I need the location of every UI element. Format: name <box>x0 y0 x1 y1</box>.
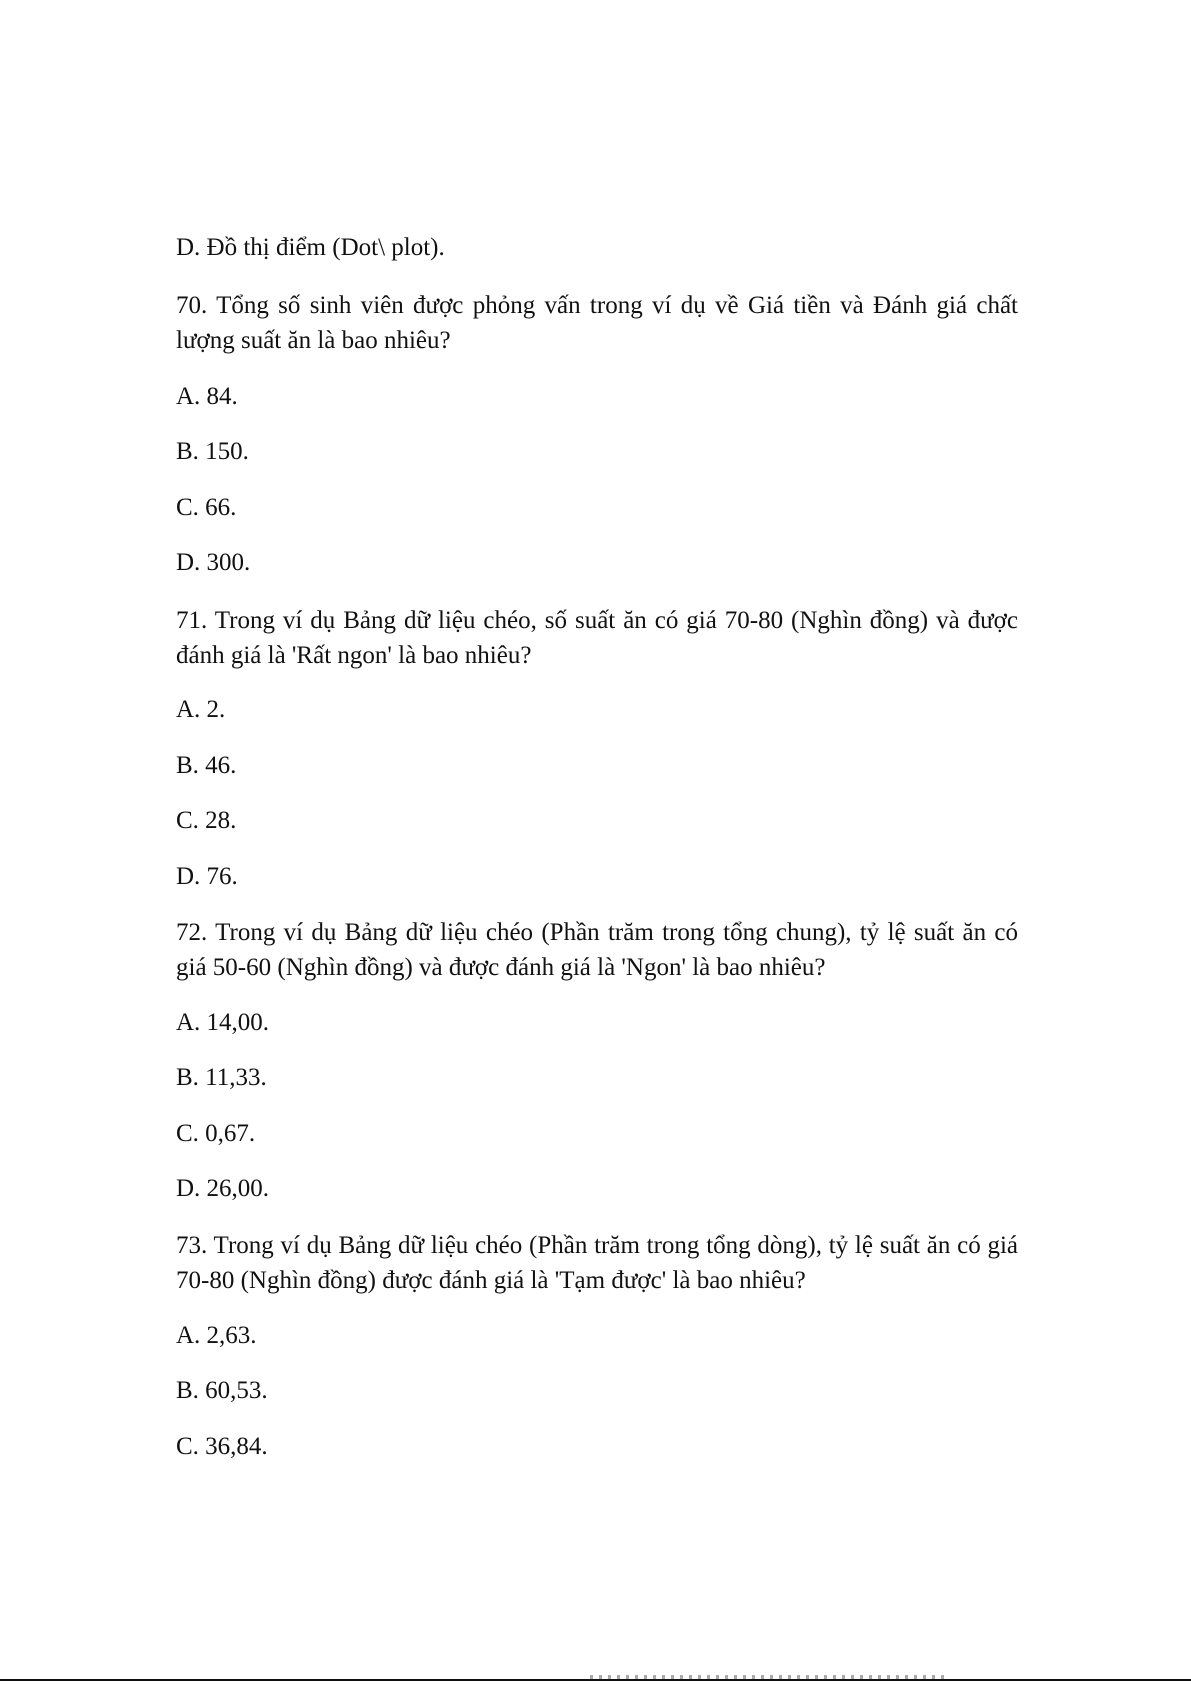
q73-option-b: B. 60,53. <box>176 1377 268 1404</box>
q72-option-c: C. 0,67. <box>176 1120 256 1147</box>
q70-option-a: A. 84. <box>176 383 238 410</box>
q71-question: 71. Trong ví dụ Bảng dữ liệu chéo, số suất ăn có giá 70-80 (Nghìn đồng) và được đánh giá là 'Rất ngon' là bao nhiêu? <box>176 607 1018 669</box>
q73-question: 73. Trong ví dụ Bảng dữ liệu chéo (Phần trăm trong tổng dòng), tỷ lệ suất ăn có giá 70-80 (Nghìn đồng) được đánh giá là 'Tạm được' là bao nhiêu? <box>176 1232 1018 1294</box>
q71-option-b: B. 46. <box>176 752 237 779</box>
q70-question: 70. Tổng số sinh viên được phỏng vấn trong ví dụ về Giá tiền và Đánh giá chất lượng suất ăn là bao nhiêu? <box>176 292 1018 354</box>
q69-option-d: D. Đồ thị điểm (Dot\ plot). <box>176 234 445 261</box>
q72-option-b: B. 11,33. <box>176 1064 267 1091</box>
q70-option-b: B. 150. <box>176 438 249 465</box>
q71-option-d: D. 76. <box>176 863 238 890</box>
footer-rule <box>0 1679 1191 1681</box>
q70-option-d: D. 300. <box>176 549 251 576</box>
q70-option-c: C. 66. <box>176 494 237 521</box>
q72-question: 72. Trong ví dụ Bảng dữ liệu chéo (Phần trăm trong tổng chung), tỷ lệ suất ăn có giá 50-60 (Nghìn đồng) và được đánh giá là 'Ngon' là bao nhiêu? <box>176 919 1018 981</box>
q73-option-c: C. 36,84. <box>176 1433 268 1460</box>
q71-option-a: A. 2. <box>176 696 226 723</box>
q72-option-a: A. 14,00. <box>176 1009 270 1036</box>
q72-option-d: D. 26,00. <box>176 1175 270 1202</box>
q71-option-c: C. 28. <box>176 807 237 834</box>
q73-option-a: A. 2,63. <box>176 1322 257 1349</box>
